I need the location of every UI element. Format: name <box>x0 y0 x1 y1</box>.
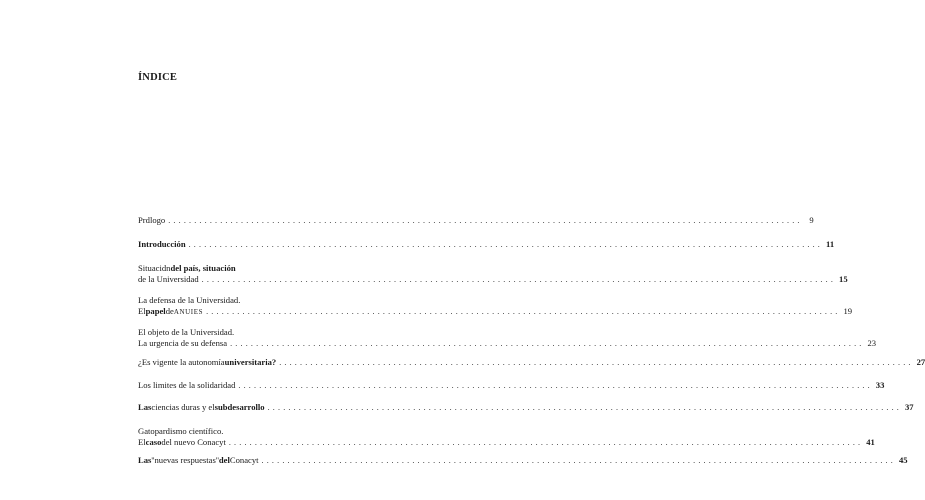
page-number: 9 <box>809 215 814 225</box>
entry-text: El <box>138 437 146 447</box>
page-number: 27 <box>916 357 925 367</box>
leader-dots: .......................................................................................................................... <box>267 403 902 412</box>
page-number: 37 <box>905 402 914 412</box>
page-number: 19 <box>843 306 853 316</box>
toc-entry-prologo <box>138 215 814 226</box>
leader-dots: .......................................................................................................................... <box>206 307 841 316</box>
entry-text-bold: subdesarrollo <box>214 402 265 412</box>
entry-text: La defensa de la Universidad. <box>138 295 241 305</box>
entry-text: Gatopardismo científico. <box>138 426 224 436</box>
toc-entry-introduccion <box>138 239 835 250</box>
page-number: 41 <box>866 437 875 447</box>
leader-dots: .......................................................................................................................... <box>238 381 873 390</box>
entry-text: Situacidn <box>138 263 171 273</box>
page-number: 11 <box>826 239 835 249</box>
page-number: 23 <box>867 338 877 348</box>
entry-text-bold: del país, situación <box>170 263 236 273</box>
leader-dots: .......................................................................................................................... <box>188 240 823 249</box>
entry-text: El objeto de la Universidad. <box>138 327 235 337</box>
toc-entry-ciencias-duras <box>138 402 914 413</box>
entry-text-bold: Las <box>138 402 152 412</box>
page-number: 45 <box>898 455 908 465</box>
entry-text-bold: del <box>218 455 230 465</box>
entry-text: Prdlogo <box>138 215 166 225</box>
entry-text-bold: papel <box>145 306 166 316</box>
entry-text-bold: caso <box>145 437 162 447</box>
entry-text-bold: universitaria? <box>224 357 277 367</box>
leader-dots: .......................................................................................................................... <box>228 438 864 447</box>
toc-entry-limites <box>138 380 885 391</box>
toc-entry-nuevas-respuestas <box>138 455 908 466</box>
entry-text: del nuevo Conacyt <box>161 437 226 447</box>
entry-text: Introducción <box>138 239 186 249</box>
toc-entry-gatopardismo <box>138 426 875 448</box>
entry-text: El <box>138 306 146 316</box>
entry-text: La urgencia de su defensa <box>138 338 228 348</box>
entry-text: Conacyt <box>229 455 259 465</box>
entry-text-bold: Las <box>138 455 152 465</box>
page-number: 33 <box>875 380 885 390</box>
leader-dots: .......................................................................................................................... <box>279 358 914 367</box>
toc-entry-situacion <box>138 263 848 285</box>
toc-entry-objeto <box>138 327 877 349</box>
page-number: 15 <box>839 274 848 284</box>
entry-text: ¿Es vigente la autonomía <box>138 357 225 367</box>
entry-text-smallcaps: ANUIES <box>173 308 204 316</box>
index-title: ÍNDICE <box>138 72 178 83</box>
leader-dots: .......................................................................................................................... <box>230 339 865 348</box>
toc-entry-autonomia <box>138 357 925 368</box>
leader-dots: .......................................................................................................................... <box>201 275 837 284</box>
entry-text: de la Universidad <box>138 274 199 284</box>
toc-entry-defensa <box>138 295 853 317</box>
entry-text: ''nuevas respuestas'' <box>151 455 219 465</box>
entry-text: ciencias duras y el <box>151 402 215 412</box>
entry-text: de <box>165 306 174 316</box>
leader-dots: .......................................................................................................................... <box>168 216 803 225</box>
entry-text: Los limites de la solidaridad <box>138 380 236 390</box>
leader-dots: .......................................................................................................................... <box>261 456 896 465</box>
